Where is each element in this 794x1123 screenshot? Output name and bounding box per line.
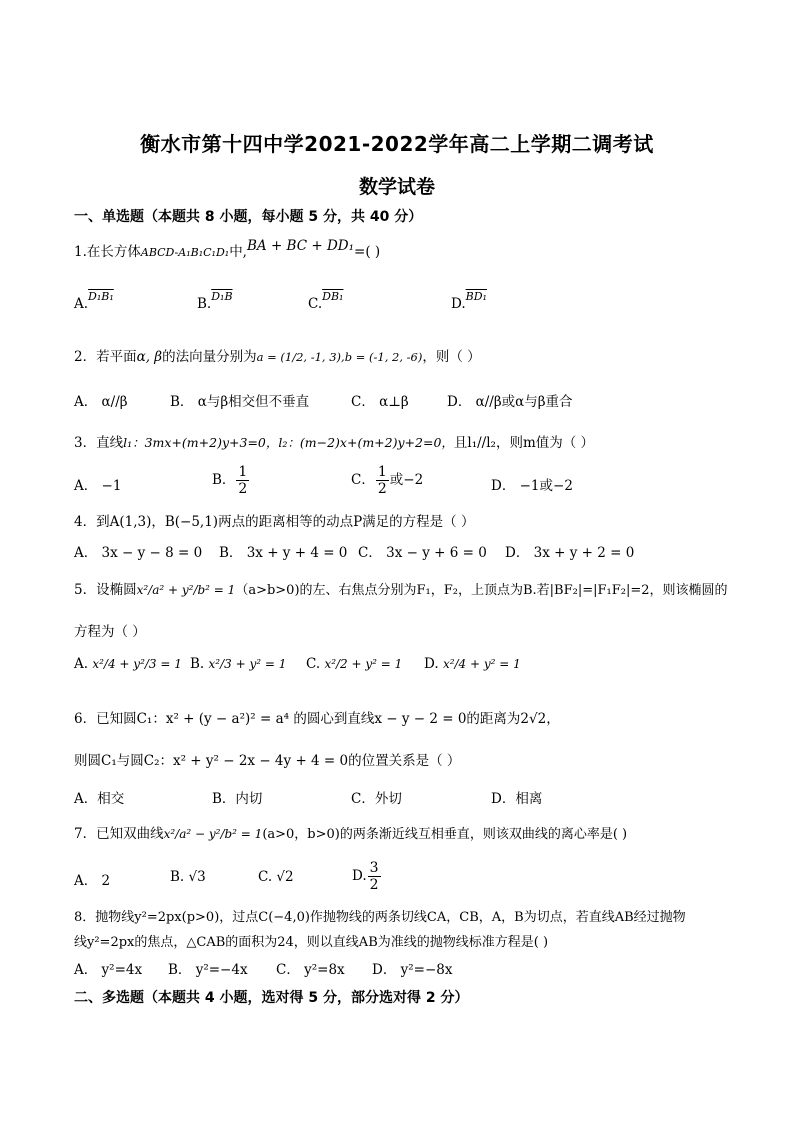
- q3-option-c: [351, 464, 423, 497]
- q2-option-b: B． α与β相交但不垂直: [170, 394, 310, 410]
- q1-option-a-letter: A.: [74, 296, 89, 312]
- question-4: 4．到A(1,3)，B(−5,1)两点的距离相等的动点P满足的方程是（ ）: [74, 514, 475, 530]
- question-2-planes: α, β: [136, 349, 163, 365]
- question-8: 8．抛物线y²=2px(p>0)，过点C(−4,0)作抛物线的两条切线CA，CB，A，B为切点，若直线AB经过抛物: [74, 910, 686, 925]
- question-1-stem-mid: 中,: [229, 244, 247, 260]
- q7-option-a: A． 2: [74, 873, 111, 889]
- q1-option-a: [74, 290, 114, 312]
- q1-option-b-value: D₁B: [211, 290, 233, 303]
- q7-option-d-numerator: 3: [369, 860, 379, 876]
- q5-option-b: [190, 656, 286, 672]
- q6-option-d: D．相离: [491, 791, 543, 807]
- q1-option-c-letter: C.: [308, 296, 323, 312]
- question-7-stem-end: (a>0，b>0)的两条渐近线互相垂直，则该双曲线的离心率是( ): [262, 827, 628, 842]
- q6-option-a: A．相交: [74, 791, 125, 807]
- q5-option-a-value: x²/4 + y²/3 = 1: [92, 657, 182, 671]
- question-1-box: ABCD-A₁B₁C₁D₁: [140, 246, 230, 259]
- question-7-stem-start: 7．已知双曲线: [74, 826, 164, 842]
- question-5-ellipse-equation: x²/a² + y²/b² = 1: [136, 583, 236, 597]
- question-2-stem-mid: 的法向量分别为: [162, 349, 257, 365]
- question-6-line-2: 则圆C₁与圆C₂：x² + y² − 2x − 4y + 4 = 0的位置关系是（ ）: [74, 753, 461, 769]
- question-2-vector-a: a = (1/2, -1, 3),: [256, 350, 345, 364]
- q1-option-c: [308, 290, 344, 312]
- question-5-line-2: 方程为（ ）: [74, 624, 146, 640]
- q3-option-b-denominator: 2: [238, 481, 248, 497]
- question-8-line-2: 线y²=2px的焦点，△CAB的面积为24，则以直线AB为准线的抛物线标准方程是( ): [74, 935, 549, 950]
- q3-option-b-fraction: [236, 464, 249, 497]
- q8-option-a: A． y²=4x: [74, 962, 143, 978]
- q1-option-d-value: BD₁: [465, 290, 487, 303]
- q3-option-b-letter: B．: [212, 472, 236, 488]
- section-heading-multiple-choice: 二、多选题（本题共 4 小题，选对得 5 分，部分选对得 2 分）: [74, 990, 469, 1006]
- q4-option-b: B． 3x + y + 4 = 0: [219, 545, 348, 561]
- q3-option-b: [212, 464, 250, 497]
- q4-option-c: C． 3x − y + 6 = 0: [358, 545, 487, 561]
- question-7: [74, 822, 627, 842]
- question-3-line-1: l₁：3mx+(m+2)y+3=0，: [123, 435, 279, 450]
- q4-option-a: A． 3x − y − 8 = 0: [74, 545, 203, 561]
- q8-option-c: C． y²=8x: [276, 962, 345, 978]
- question-1: [74, 240, 380, 260]
- q3-option-c-letter: C．: [351, 472, 375, 488]
- q2-option-c: C． α⊥β: [351, 394, 409, 410]
- q1-option-a-value: D₁B₁: [88, 290, 114, 303]
- q3-option-c-numerator: 1: [377, 464, 387, 480]
- q5-option-c: [306, 656, 402, 672]
- q7-option-d: [352, 860, 382, 893]
- q5-option-c-value: x²/2 + y² = 1: [324, 657, 403, 671]
- q5-option-c-letter: C.: [306, 656, 321, 672]
- q1-option-d: [451, 290, 487, 312]
- q8-option-d: D． y²=−8x: [372, 962, 453, 978]
- question-5-stem-mid: （a>b>0)的左、右焦点分别为F₁，F₂，上顶点为B.若|BF₂|=|F₁F₂|=2，则该椭圆的: [235, 583, 728, 598]
- question-3-stem-end: 且l₁//l₂，则m值为（ ）: [453, 435, 595, 451]
- exam-subtitle: 数学试卷: [358, 176, 435, 198]
- q3-option-d: D． −1或−2: [491, 478, 573, 494]
- question-7-hyperbola-equation: x²/a² − y²/b² = 1: [163, 827, 263, 841]
- q1-option-c-value: DB₁: [322, 290, 344, 303]
- q5-option-a-letter: A.: [74, 656, 89, 672]
- question-2-stem-start: 2．若平面: [74, 349, 137, 365]
- section-heading-single-choice: 一、单选题（本题共 8 小题，每小题 5 分，共 40 分）: [74, 209, 423, 225]
- question-3-stem-start: 3．直线: [74, 435, 124, 451]
- q3-option-c-fraction: [376, 464, 389, 497]
- question-3-line-2: l₂：(m−2)x+(m+2)y+2=0，: [278, 435, 454, 450]
- q7-option-d-denominator: 2: [369, 877, 379, 893]
- q7-option-b: B. √3: [170, 869, 206, 885]
- q1-option-d-letter: D.: [451, 296, 466, 312]
- q3-option-c-tail: 或−2: [389, 472, 424, 488]
- q7-option-d-letter: D.: [352, 868, 367, 884]
- q2-option-a: A． α//β: [74, 394, 128, 410]
- question-1-stem-end: =( ): [354, 244, 381, 260]
- q8-option-b: B． y²=−4x: [168, 962, 248, 978]
- q7-option-d-fraction: [368, 860, 381, 893]
- question-1-vector-expr: BA + BC + DD₁: [246, 238, 355, 254]
- q5-option-b-value: x²/3 + y² = 1: [208, 657, 287, 671]
- q6-option-b: B．内切: [212, 791, 263, 807]
- q5-option-d-value: x²/4 + y² = 1: [442, 657, 521, 671]
- q6-option-c: C．外切: [351, 791, 402, 807]
- q3-option-a: A． −1: [74, 478, 122, 494]
- q5-option-a: [74, 656, 182, 672]
- q7-option-c: C. √2: [258, 869, 294, 885]
- q1-option-b: [197, 290, 233, 312]
- exam-title: 衡水市第十四中学2021-2022学年高二上学期二调考试: [140, 132, 654, 156]
- q5-option-d-letter: D.: [424, 656, 439, 672]
- question-2-stem-end: ，则（ ）: [422, 349, 481, 365]
- q1-option-b-letter: B.: [197, 296, 212, 312]
- question-3: [74, 431, 594, 451]
- q5-option-b-letter: B.: [190, 656, 205, 672]
- q4-option-d: D． 3x + y + 2 = 0: [505, 545, 635, 561]
- question-2-vector-b: b = (-1, 2, -6): [344, 350, 423, 364]
- question-6: 6．已知圆C₁：x² + (y − a²)² = a⁴ 的圆心到直线x − y − 2 = 0的距离为2√2，: [74, 711, 560, 727]
- q3-option-b-numerator: 1: [238, 464, 248, 480]
- q5-option-d: [424, 656, 521, 672]
- question-1-stem-start: 1.在长方体: [74, 244, 141, 260]
- question-2: [74, 345, 481, 365]
- question-5-stem-start: 5．设椭圆: [74, 582, 137, 598]
- question-5: [74, 578, 728, 598]
- q3-option-c-denominator: 2: [377, 481, 387, 497]
- q2-option-d: D． α//β或α与β重合: [447, 394, 573, 410]
